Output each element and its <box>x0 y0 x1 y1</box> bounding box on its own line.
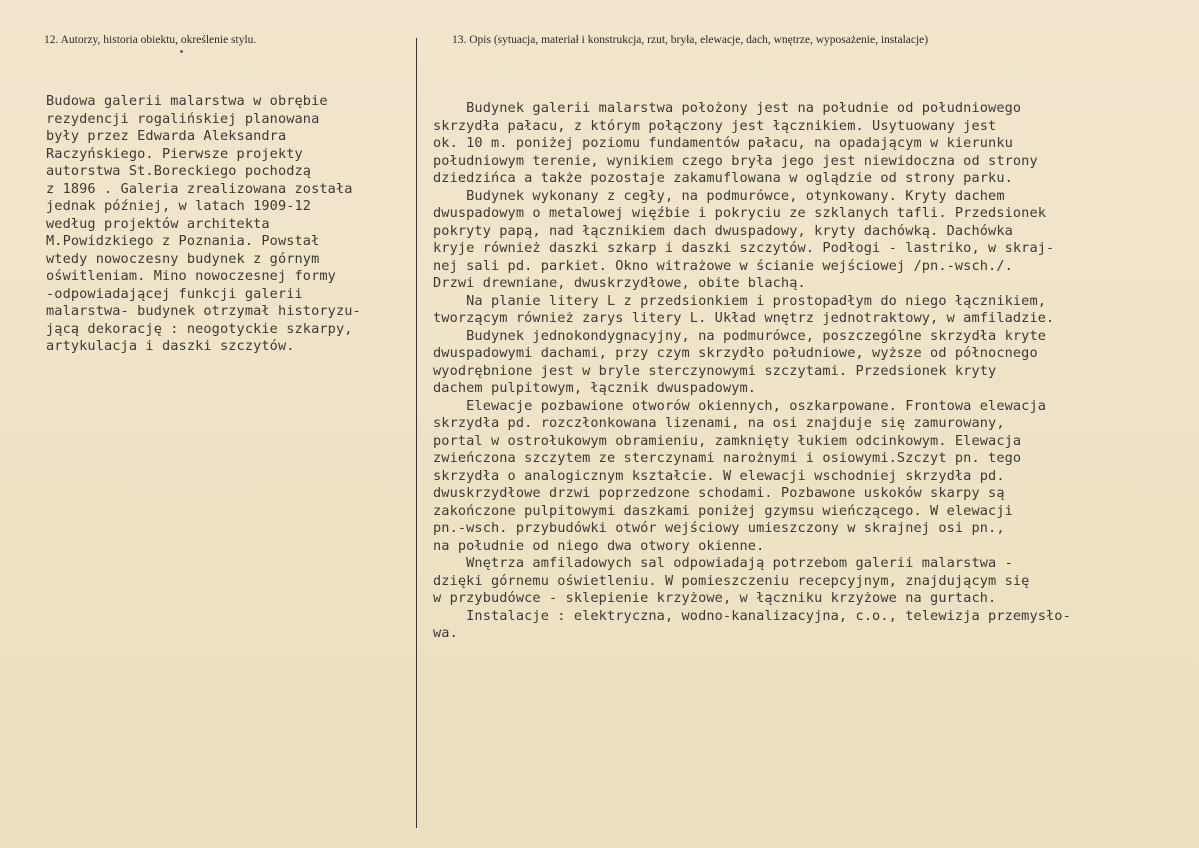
description-text-line: południowym terenie, wynikiem czego bryła jego jest niewidoczna od strony <box>433 152 1038 169</box>
history-text-line: jącą dekorację : neogotyckie szkarpy, <box>46 320 353 337</box>
description-text-line: Budynek galerii malarstwa położony jest na południe od południowego <box>433 100 1022 116</box>
description-text-line: wa. <box>433 625 458 641</box>
section-12-header: 12. Autorzy, historia obiektu, określenie stylu. <box>44 34 257 46</box>
history-text-line: artykulacja i daszki szczytów. <box>46 338 295 354</box>
description-text-line: dwuspadowymi dachami, przy czym skrzydło południowe, wyższe od północnego <box>433 345 1038 361</box>
column-divider <box>416 38 417 828</box>
history-text-line: rezydencji rogalińskiej planowana <box>46 110 320 127</box>
history-text-line: -odpowiadającej funkcji galerii <box>46 285 303 302</box>
description-text-line: pokryty papą, nad łącznikiem dach dwuspadowy, kryty dachówką. Dachówka <box>433 222 1013 239</box>
history-text-line: Budowa galerii malarstwa w obrębie <box>46 93 328 109</box>
description-text-line: pn.-wsch. przybudówki otwór wejściowy umieszczony w skrajnej osi pn., <box>433 520 1005 536</box>
description-text-line: kryje również daszki szkarp i daszki szczytów. Podłogi - lastriko, w skraj- <box>433 240 1055 256</box>
history-text-line: Raczyńskiego. Pierwsze projekty <box>46 145 303 162</box>
description-text-line: portal w ostrołukowym obramieniu, zamknięty łukiem odcinkowym. Elewacja <box>433 432 1022 449</box>
description-text-line: skrzydła o analogicznym kształcie. W elewacji wschodniej skrzydła pd. <box>433 467 1005 484</box>
description-text-line: Instalacje : elektryczna, wodno-kanalizacyjna, c.o., telewizja przemysło- <box>433 607 1071 624</box>
description-text-line: dziedzińca a także pozostaje zakamuflowana w oglądzie od strony parku. <box>433 170 1013 186</box>
description-text-line: Budynek jednokondygnacyjny, na podmurówce, poszczególne skrzydła kryte <box>433 327 1047 344</box>
description-text-line: dachem pulpitowym, łącznik dwuspadowym. <box>433 380 757 396</box>
description-text-line: w przybudówce - sklepienie krzyżowe, w łączniku krzyżowe na gurtach. <box>433 590 997 606</box>
history-text-line: malarstwa- budynek otrzymał historyzu- <box>46 303 361 319</box>
description-text-line: nej sali pd. parkiet. Okno witrażowe w ścianie wejściowej /pn.-wsch./. <box>433 257 1013 274</box>
ink-dot <box>180 50 183 53</box>
history-text-line: autorstwa St.Boreckiego pochodzą <box>46 163 312 179</box>
description-text-line: dzięki górnemu oświetleniu. W pomieszczeniu recepcyjnym, znajdującym się <box>433 572 1030 589</box>
description-text-line: na południe od niego dwa otwory okienne. <box>433 537 765 554</box>
history-text-line: oświtleniam. Mino nowoczesnej formy <box>46 268 336 284</box>
description-text-line: skrzydła pałacu, z którym połączony jest łącznikiem. Usytuowany jest <box>433 117 997 134</box>
description-text-line: Budynek wykonany z cegły, na podmurówce, otynkowany. Kryty dachem <box>433 187 1005 204</box>
description-text-line: Elewacje pozbawione otworów okiennych, oszkarpowane. Frontowa elewacja <box>433 397 1047 414</box>
description-text-line: Drzwi drewniane, dwuskrzydłowe, obite blachą. <box>433 275 806 291</box>
history-text-line: były przez Edwarda Aleksandra <box>46 128 287 144</box>
history-text-line: z 1896 . Galeria zrealizowana została <box>46 180 353 197</box>
history-text-line: jednak później, w latach 1909-12 <box>46 198 312 214</box>
description-text-line: dwuskrzydłowe drzwi poprzedzone schodami. Pozbawone uskoków skarpy są <box>433 485 1005 501</box>
history-text-line: według projektów architekta <box>46 215 270 232</box>
description-text-line: wyodrębnione jest w bryle sterczynowymi szczytami. Przedsionek kryty <box>433 362 997 379</box>
description-text-line: zwieńczona szczytem ze sterczynami narożnymi i osiowymi.Szczyt pn. tego <box>433 450 1022 466</box>
description-text-line: dwuspadowym o metalowej więźbie i pokryciu ze szklanych tafli. Przedsionek <box>433 205 1047 221</box>
description-text-line: skrzydła pd. rozczłonkowana lizenami, na osi znajduje się zamurowany, <box>433 415 1005 431</box>
history-text-line: wtedy nowoczesny budynek z górnym <box>46 250 320 267</box>
description-text-line: tworzącym również zarys litery L. Układ wnętrz jednotraktowy, w amfiladzie. <box>433 310 1055 326</box>
description-text-line: Wnętrza amfiladowych sal odpowiadają potrzebom galerii malarstwa - <box>433 555 1013 571</box>
description-text-line: zakończone pulpitowymi daszkami poniżej gzymsu wieńczącego. W elewacji <box>433 502 1013 519</box>
description-text-line: Na planie litery L z przedsionkiem i prostopadłym do niego łącznikiem, <box>433 292 1047 309</box>
section-13-header: 13. Opis (sytuacja, materiał i konstrukcja, rzut, bryła, elewacje, dach, wnętrze, wyposażenie, instalacje) <box>452 34 929 46</box>
history-text-column <box>46 93 361 356</box>
history-text-line: M.Powidzkiego z Poznania. Powstał <box>46 233 320 249</box>
description-text-line: ok. 10 m. poniżej poziomu fundamentów pałacu, na opadającym w kierunku <box>433 135 1013 151</box>
description-text-column <box>433 100 1071 643</box>
